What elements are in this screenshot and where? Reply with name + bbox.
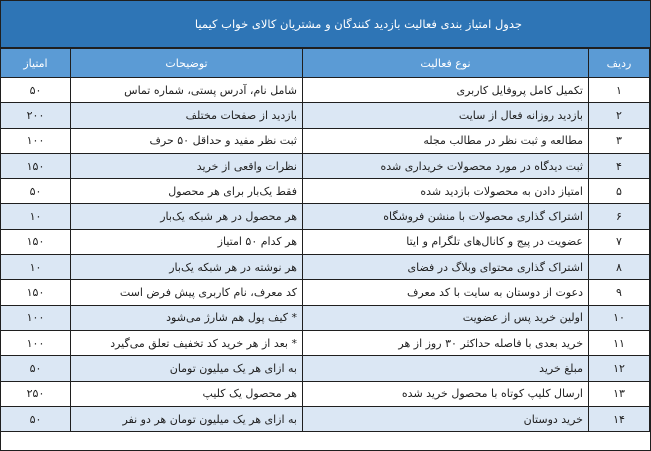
score: ۱۰۰ [1,330,71,355]
description: * کیف پول هم شارژ می‌شود [71,305,303,330]
activity-type: دعوت از دوستان به سایت با کد معرف [303,280,589,305]
score: ۱۰ [1,255,71,280]
score: ۱۰۰ [1,305,71,330]
activity-type: مطالعه و ثبت نظر در مطالب مجله [303,128,589,153]
row-number: ۸ [589,255,650,280]
table-title: جدول امتیاز بندی فعالیت بازدید کنندگان و مشتریان کالای خواب کیمیا [1,1,650,48]
score: ۲۰۰ [1,103,71,128]
activity-type: بازدید روزانه فعال از سایت [303,103,589,128]
header-row-number: ردیف [589,49,650,78]
description: فقط یک‌بار برای هر محصول [71,179,303,204]
row-number: ۲ [589,103,650,128]
description: هر کدام ۵۰ امتیاز [71,229,303,254]
header-row [1,49,650,78]
description: هر محصول در هر شبکه یک‌بار [71,204,303,229]
row-number: ۶ [589,204,650,229]
row-number: ۱۱ [589,330,650,355]
score: ۵۰ [1,78,71,103]
score: ۵۰ [1,406,71,431]
row-number: ۱۳ [589,381,650,406]
table-row [1,204,650,229]
row-number: ۱۴ [589,406,650,431]
score: ۵۰ [1,179,71,204]
description: به ازای هر یک میلیون تومان [71,356,303,381]
table-row [1,179,650,204]
activity-type: اشتراک گذاری محتوای وبلاگ در فضای [303,255,589,280]
header-description: توضیحات [71,49,303,78]
activity-type: تکمیل کامل پروفایل کاربری [303,78,589,103]
score: ۵۰ [1,356,71,381]
description: هر محصول یک کلیپ [71,381,303,406]
table-row [1,330,650,355]
table-body [1,78,650,432]
score: ۱۰۰ [1,128,71,153]
score: ۱۰ [1,204,71,229]
header-activity-type: نوع فعالیت [303,49,589,78]
activity-type: خرید بعدی با فاصله حداکثر ۳۰ روز از هر [303,330,589,355]
table-row [1,305,650,330]
activity-type: مبلغ خرید [303,356,589,381]
activity-type: خرید دوستان [303,406,589,431]
table-row [1,153,650,178]
activity-type: ثبت دیدگاه در مورد محصولات خریداری شده [303,153,589,178]
description: هر نوشته در هر شبکه یک‌بار [71,255,303,280]
score: ۲۵۰ [1,381,71,406]
description: به ازای هر یک میلیون تومان هر دو نفر [71,406,303,431]
row-number: ۱۰ [589,305,650,330]
row-number: ۵ [589,179,650,204]
row-number: ۱۲ [589,356,650,381]
table-row [1,128,650,153]
table-row [1,356,650,381]
description: کد معرف، نام کاربری پیش فرض است [71,280,303,305]
table-row [1,255,650,280]
table-row [1,280,650,305]
table-row [1,103,650,128]
activity-type: ارسال کلیپ کوتاه با محصول خرید شده [303,381,589,406]
header-score: امتیاز [1,49,71,78]
row-number: ۹ [589,280,650,305]
table-row [1,406,650,431]
score: ۱۵۰ [1,229,71,254]
activity-type: اشتراک گذاری محصولات با منشن فروشگاه [303,204,589,229]
description: * بعد از هر خرید کد تخفیف تعلق می‌گیرد [71,330,303,355]
score: ۱۵۰ [1,280,71,305]
activity-type: عضویت در پیج و کانال‌های تلگرام و ایتا [303,229,589,254]
table-row [1,229,650,254]
description: نظرات واقعی از خرید [71,153,303,178]
description: شامل نام، آدرس پستی، شماره تماس [71,78,303,103]
description: ثبت نظر مفید و حداقل ۵۰ حرف [71,128,303,153]
row-number: ۷ [589,229,650,254]
row-number: ۳ [589,128,650,153]
score-table [0,48,650,432]
activity-type: امتیاز دادن به محصولات بازدید شده [303,179,589,204]
table-row [1,78,650,103]
table-row [1,381,650,406]
row-number: ۱ [589,78,650,103]
score: ۱۵۰ [1,153,71,178]
row-number: ۴ [589,153,650,178]
description: بازدید از صفحات مختلف [71,103,303,128]
activity-type: اولین خرید پس از عضویت [303,305,589,330]
